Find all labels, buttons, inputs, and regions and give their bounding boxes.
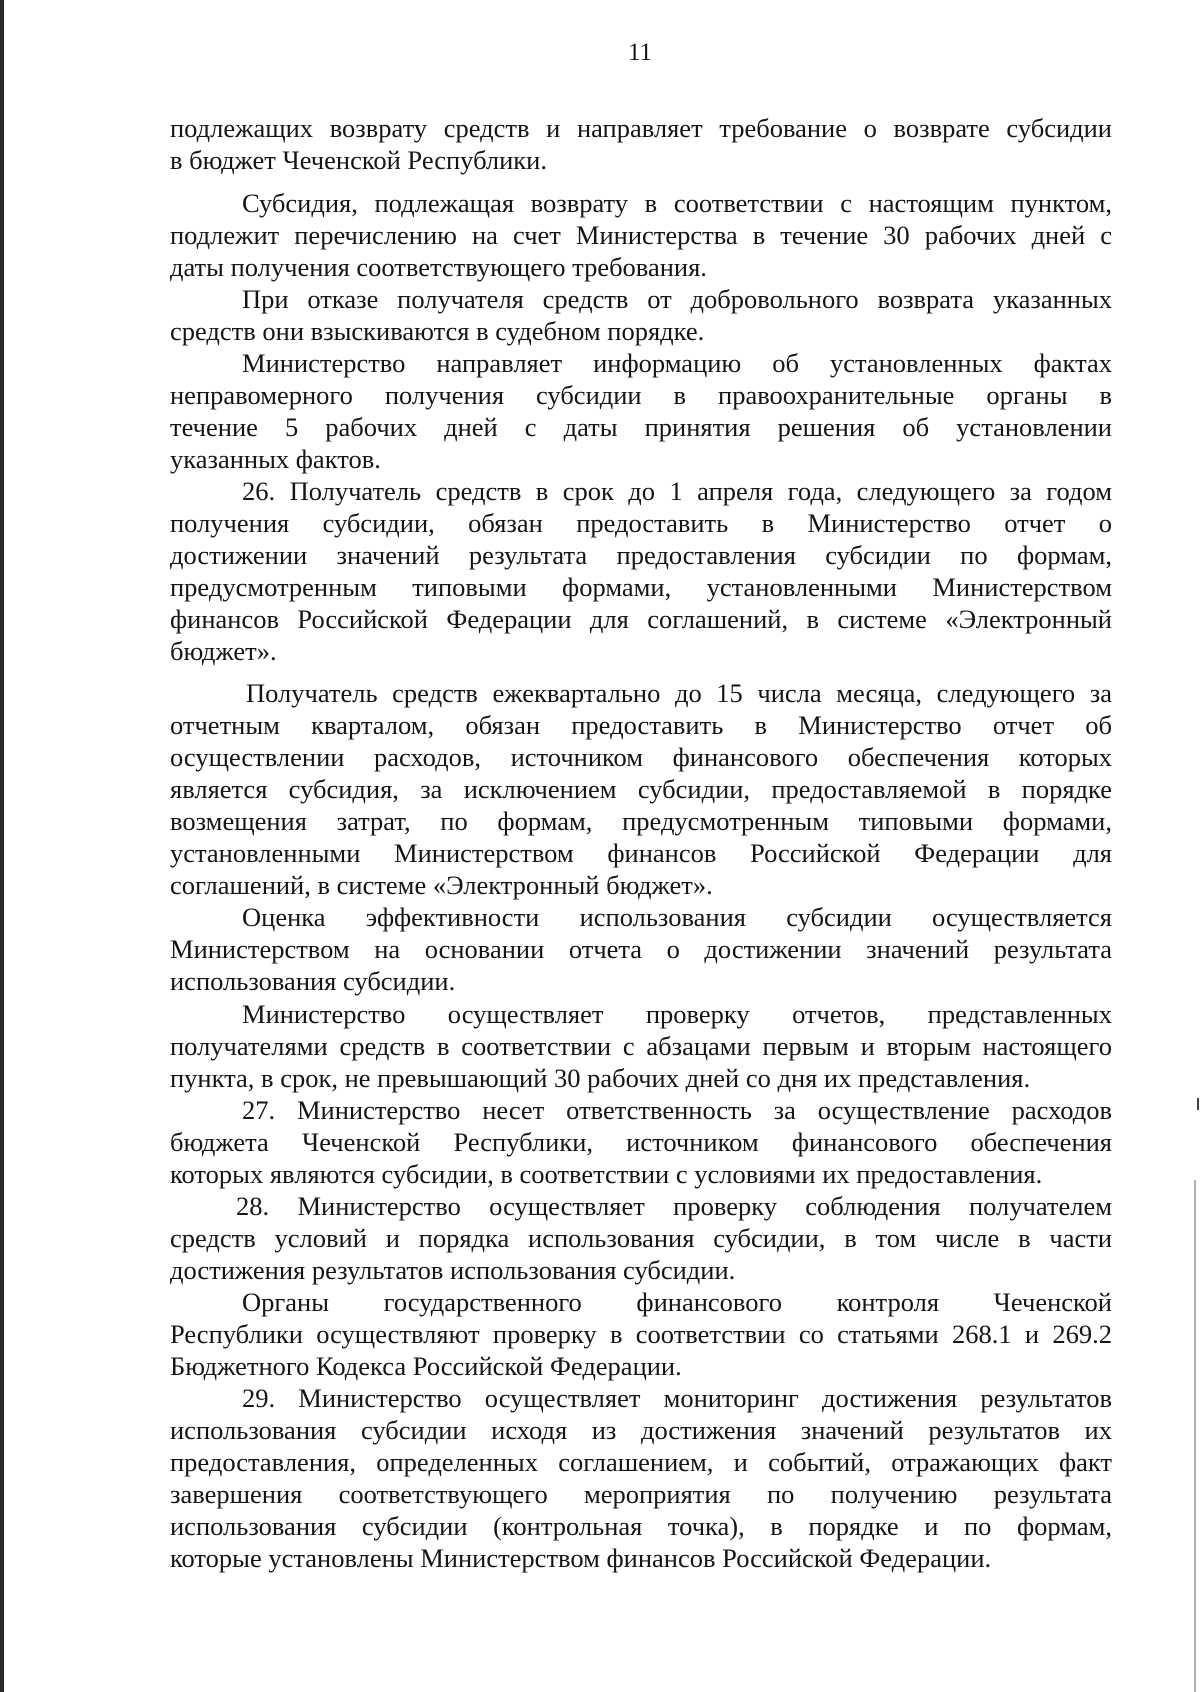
text-line: использования субсидии. [170,966,456,996]
text-line: Министерство направляет информацию об установленных фактах [242,348,1112,378]
text-line: достижении значений результата предоставления субсидии по формам, [170,540,1112,570]
text-line: пункта, в срок, не превышающий 30 рабочих дней со дня их представления. [170,1063,1031,1093]
text-line: подлежит перечислению на счет Министерства в течение 30 рабочих дней с [170,220,1112,250]
text-line: даты получения соответствующего требования. [170,252,707,282]
text-line: бюджет». [170,636,277,666]
text-line: которых являются субсидии, в соответствии с условиями их предоставления. [170,1159,1043,1189]
text-line: финансов Российской Федерации для соглашений, в системе «Электронный [170,604,1112,634]
text-line: получения субсидии, обязан предоставить в Министерство отчет о [170,508,1112,538]
text-line: указанных фактов. [170,444,381,474]
text-line: течение 5 рабочих дней с даты принятия решения об установлении [170,412,1112,442]
text-line: средств условий и порядка использования субсидии, в том числе в части [170,1223,1112,1253]
text-line: неправомерного получения субсидии в правоохранительные органы в [170,380,1112,410]
text-line: предусмотренным типовыми формами, установленными Министерством [170,572,1112,602]
text-line: Министерством на основании отчета о достижении значений результата [170,934,1112,964]
text-line: является субсидия, за исключением субсидии, предоставляемой в порядке [170,774,1112,804]
text-line: При отказе получателя средств от добровольного возврата указанных [242,284,1112,314]
text-line: достижения результатов использования субсидии. [170,1255,736,1285]
text-line: средств они взыскиваются в судебном порядке. [170,316,705,346]
text-line: использования субсидии (контрольная точка), в порядке и по формам, [170,1511,1112,1541]
text-line: 29. Министерство осуществляет мониторинг достижения результатов [242,1383,1112,1413]
text-line: Субсидия, подлежащая возврату в соответствии с настоящим пунктом, [242,188,1112,218]
text-line: соглашений, в системе «Электронный бюджет». [170,870,713,900]
text-line: получателями средств в соответствии с абзацами первым и вторым настоящего [170,1031,1112,1061]
text-line: Органы государственного финансового контроля Чеченской [242,1287,1112,1317]
text-line: использования субсидии исходя из достижения значений результатов их [170,1415,1112,1445]
text-line: отчетным кварталом, обязан предоставить в Министерство отчет об [170,710,1112,740]
text-line: Бюджетного Кодекса Российской Федерации. [170,1351,682,1381]
text-line: в бюджет Чеченской Республики. [170,145,547,175]
text-line: осуществлении расходов, источником финансового обеспечения которых [170,742,1112,772]
text-line: Оценка эффективности использования субсидии осуществляется [242,902,1112,932]
text-line: которые установлены Министерством финансов Российской Федерации. [170,1543,992,1573]
text-line: Получатель средств ежеквартально до 15 числа месяца, следующего за [246,678,1112,708]
text-line: завершения соответствующего мероприятия по получению результата [170,1479,1112,1509]
text-line: возмещения затрат, по формам, предусмотренным типовыми формами, [170,806,1112,836]
text-line: Республики осуществляют проверку в соответствии со статьями 268.1 и 269.2 [170,1319,1112,1349]
text-line: 28. Министерство осуществляет проверку соблюдения получателем [236,1191,1112,1221]
text-line: подлежащих возврату средств и направляет требование о возврате субсидии [170,113,1112,143]
text-line: Министерство осуществляет проверку отчетов, представленных [242,999,1112,1029]
text-line: 26. Получатель средств в срок до 1 апреля года, следующего за годом [242,476,1112,506]
text-line: установленными Министерством финансов Российской Федерации для [170,838,1112,868]
text-line: предоставления, определенных соглашением, и событий, отражающих факт [170,1447,1112,1477]
text-line: бюджета Чеченской Республики, источником финансового обеспечения [170,1127,1112,1157]
page-number: 11 [627,39,653,66]
text-line: 27. Министерство несет ответственность за осуществление расходов [242,1095,1112,1125]
